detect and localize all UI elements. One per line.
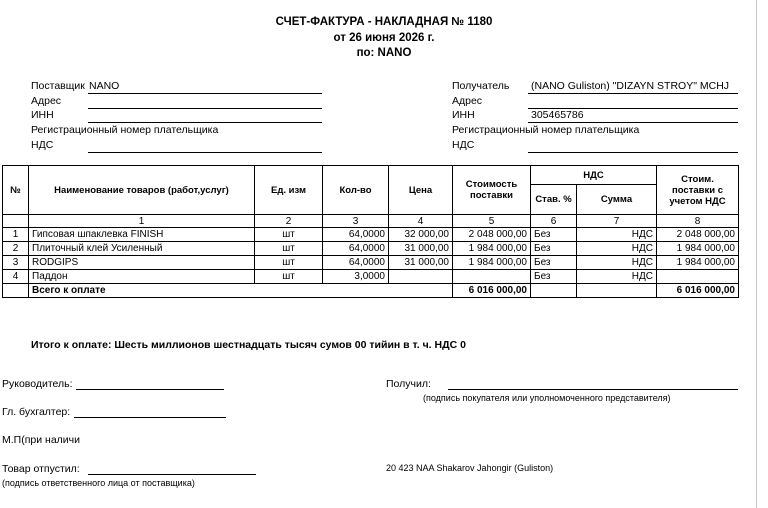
row-no: 4 [3,270,29,284]
column-numbers-row [3,215,739,228]
table-header-row [3,166,739,185]
row-qty: 64,0000 [323,242,389,256]
director-signature-line [76,389,224,390]
recipient-nds-label: НДС [452,139,475,151]
row-qty: 64,0000 [323,228,389,242]
row-unit: шт [255,256,323,270]
row-price [389,270,453,284]
header-cost: Стоимость поставки [453,166,531,215]
recipient-inn-underline [528,122,738,123]
row-no: 1 [3,228,29,242]
row-total [657,270,739,284]
page-edge [756,0,757,508]
items-table [2,165,739,298]
header-qty: Кол-во [323,166,389,215]
received-note: (подпись покупателя или уполномоченного представителя) [423,393,671,403]
col-number: 6 [531,215,577,228]
row-price: 32 000,00 [389,228,453,242]
row-nds-sum: НДС [577,242,657,256]
row-cost: 2 048 000,00 [453,228,531,242]
total-label: Всего к оплате [29,284,453,298]
col-number: 7 [577,215,657,228]
row-unit: шт [255,228,323,242]
table-row [3,270,739,284]
recipient-nds-underline [528,152,738,153]
supplier-address-label: Адрес [31,95,62,107]
row-cost: 1 984 000,00 [453,242,531,256]
recipient-label: Получатель [452,80,510,92]
col-number: 1 [29,215,255,228]
row-cost: 1 984 000,00 [453,256,531,270]
recipient-underline [528,93,738,94]
row-cost [453,270,531,284]
table-row [3,228,739,242]
total-nds-rate [531,284,577,298]
row-nds-sum: НДС [577,270,657,284]
row-unit: шт [255,242,323,256]
released-label: Товар отпустил: [2,463,80,475]
col-number: 4 [389,215,453,228]
row-total: 2 048 000,00 [657,228,739,242]
recipient-inn-value: 305465786 [531,109,584,121]
total-spacer [3,284,29,298]
header-unit: Ед. изм [255,166,323,215]
supplier-nds-label: НДС [31,139,54,151]
row-price: 31 000,00 [389,242,453,256]
supplier-inn-underline [88,122,322,123]
col-number: 2 [255,215,323,228]
header-no: № [3,166,29,215]
col-number [3,215,29,228]
row-nds-sum: НДС [577,228,657,242]
table-row [3,242,739,256]
row-name: Паддон [29,270,255,284]
supplier-address-underline [88,108,322,109]
row-nds-sum: НДС [577,256,657,270]
total-nds-sum [577,284,657,298]
header-nds: НДС [531,166,657,185]
invoice-basis: по: NANO [356,47,412,59]
row-total: 1 984 000,00 [657,242,739,256]
header-nds-sum: Сумма [577,185,657,215]
row-name: Гипсовая шпаклевка FINISH [29,228,255,242]
released-signature-line [88,474,256,475]
table-total-row [3,284,739,298]
header-nds-rate: Став. % [531,185,577,215]
supplier-underline [88,93,322,94]
supplier-inn-label: ИНН [31,109,54,121]
total-cost: 6 016 000,00 [453,284,531,298]
row-nds-rate: Без [531,228,577,242]
supplier-reg-label: Регистрационный номер плательщика [31,124,219,136]
row-price: 31 000,00 [389,256,453,270]
received-signature-line [448,389,738,390]
supplier-label: Поставщик [31,80,85,92]
row-qty: 64,0000 [323,256,389,270]
supplier-nds-underline [88,152,322,153]
accountant-signature-line [74,417,226,418]
invoice-date: от 26 июня 2026 г. [333,32,435,44]
recipient-inn-label: ИНН [452,109,475,121]
col-number: 3 [323,215,389,228]
row-no: 2 [3,242,29,256]
supplier-value: NANO [89,80,120,92]
recipient-reg-label: Регистрационный номер плательщика [452,124,640,136]
received-label: Получил: [386,378,431,390]
col-number: 5 [453,215,531,228]
row-name: RODGIPS [29,256,255,270]
row-name: Плиточный клей Усиленный [29,242,255,256]
header-name: Наименование товаров (работ,услуг) [29,166,255,215]
total-with-nds: 6 016 000,00 [657,284,739,298]
row-unit: шт [255,270,323,284]
director-label: Руководитель: [2,378,73,390]
col-number: 8 [657,215,739,228]
stamp-label: М.П(при наличи [2,434,80,446]
recipient-value: (NANO Guliston) "DIZAYN STROY" MCHJ [531,80,730,92]
amount-in-words: Итого к оплате: Шесть миллионов шестнадцать тысяч сумов 00 тийин в т. ч. НДС 0 [31,339,466,351]
invoice-title: СЧЕТ-ФАКТУРА - НАКЛАДНАЯ № 1180 [275,16,493,28]
header-price: Цена [389,166,453,215]
recipient-address-label: Адрес [452,95,483,107]
driver-info: 20 423 NAA Shakarov Jahongir (Guliston) [386,463,554,473]
row-nds-rate: Без [531,270,577,284]
accountant-label: Гл. бухгалтер: [2,406,71,418]
table-row [3,256,739,270]
row-nds-rate: Без [531,256,577,270]
row-total: 1 984 000,00 [657,256,739,270]
header-total: Стоим. поставки с учетом НДС [657,166,739,215]
released-note: (подпись ответственного лица от поставщика) [2,478,195,488]
row-no: 3 [3,256,29,270]
row-nds-rate: Без [531,242,577,256]
row-qty: 3,0000 [323,270,389,284]
